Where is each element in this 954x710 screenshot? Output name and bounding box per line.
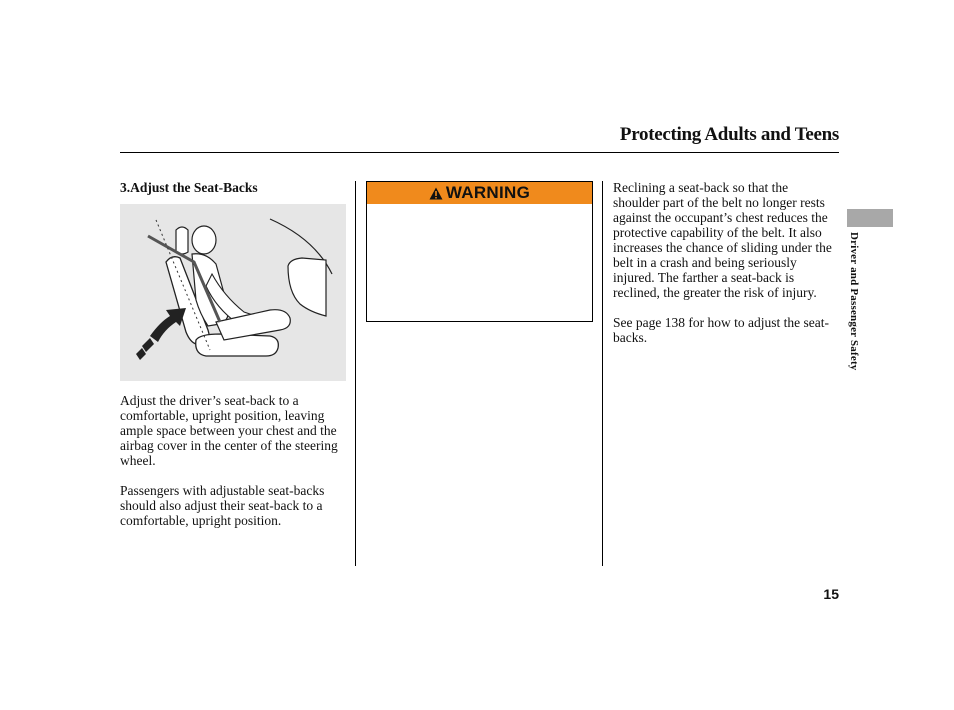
header-rule bbox=[120, 152, 839, 153]
seat-back-illustration bbox=[120, 204, 346, 381]
column-divider-right bbox=[602, 181, 603, 566]
left-column bbox=[120, 180, 346, 543]
page-title: Protecting Adults and Teens bbox=[619, 124, 839, 145]
section-tab bbox=[847, 209, 893, 227]
seat-illustration-drawing bbox=[120, 204, 346, 381]
warning-box bbox=[366, 181, 593, 322]
warning-header bbox=[367, 182, 592, 204]
warning-label: WARNING bbox=[445, 183, 531, 202]
paragraph: See page 138 for how to adjust the seat-backs. bbox=[613, 315, 829, 345]
paragraph: Adjust the driver’s seat-back to a comfortable, upright position, leaving ample space between your chest and the airbag cover in the center of the steering wheel. bbox=[120, 393, 338, 468]
paragraph: Passengers with adjustable seat-backs should also adjust their seat-back to a comfortable, upright position. bbox=[120, 483, 325, 528]
section-heading: 3.Adjust the Seat-Backs bbox=[120, 180, 258, 195]
paragraph: Reclining a seat-back so that the shoulder part of the belt no longer rests against the occupant’s chest reduces the protective capability of the belt. It also increases the chance of sliding under the belt in a crash and being seriously injured. The farther a seat-back is reclined, the greater the risk of injury. bbox=[613, 180, 832, 300]
page-number: 15 bbox=[823, 586, 839, 602]
warning-triangle-icon bbox=[429, 187, 443, 200]
section-tab-label: Driver and Passenger Safety bbox=[848, 232, 860, 371]
right-column bbox=[613, 180, 837, 360]
column-divider-left bbox=[355, 181, 356, 566]
